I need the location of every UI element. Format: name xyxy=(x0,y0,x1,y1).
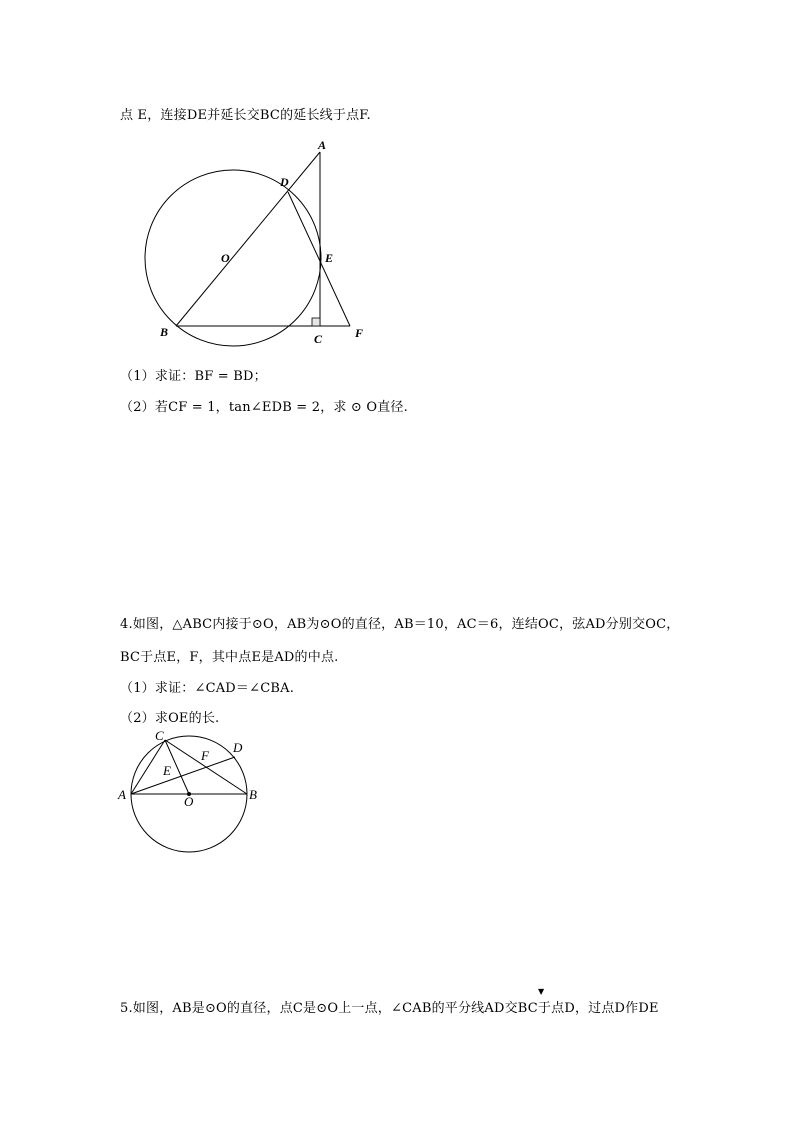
q3-part2-text: （2）若CF = 1，tan∠EDB = 2，求 ⊙ O直径. xyxy=(120,400,408,415)
q3-label-b: B xyxy=(160,325,169,339)
q3-part1-text: （1）求证：BF = BD； xyxy=(120,369,267,384)
q3-label-c: C xyxy=(314,332,323,346)
q4-label-f: F xyxy=(201,748,209,763)
q4-label-d: D xyxy=(233,740,243,755)
q3-label-d: D xyxy=(280,175,289,189)
q4-label-o: O xyxy=(184,794,194,809)
q4-line1-text: 4.如图，△ABC内接于⊙O，AB为⊙O的直径，AB＝10，AC＝6，连结OC，弦AD分别交OC， xyxy=(120,617,680,632)
q4-line2-text: BC于点E，F，其中点E是AD的中点. xyxy=(120,650,339,665)
q4-part2-text: （2）求OE的长. xyxy=(120,711,220,726)
q5-line1-text: 5.如图，AB是⊙O的直径，点C是⊙O上一点，∠CAB的平分线AD交BC于点D，过点D作DE xyxy=(120,1001,659,1016)
q3-label-a: A xyxy=(318,138,327,152)
q4-label-e: E xyxy=(163,763,171,778)
q3-label-f: F xyxy=(355,326,364,340)
q3-label-o: O xyxy=(221,251,230,265)
q5-arc-mark: ▼ xyxy=(538,987,545,996)
q3-label-e: E xyxy=(325,251,334,265)
q3-intro-text: 点 E，连接DE并延长交BC的延长线于点F. xyxy=(120,108,371,123)
q4-label-a: A xyxy=(118,787,126,802)
q4-line-ac xyxy=(131,740,165,794)
q4-label-c: C xyxy=(155,728,164,743)
q4-part1-text: （1）求证：∠CAD＝∠CBA. xyxy=(120,681,295,696)
q4-label-b: B xyxy=(249,787,257,802)
